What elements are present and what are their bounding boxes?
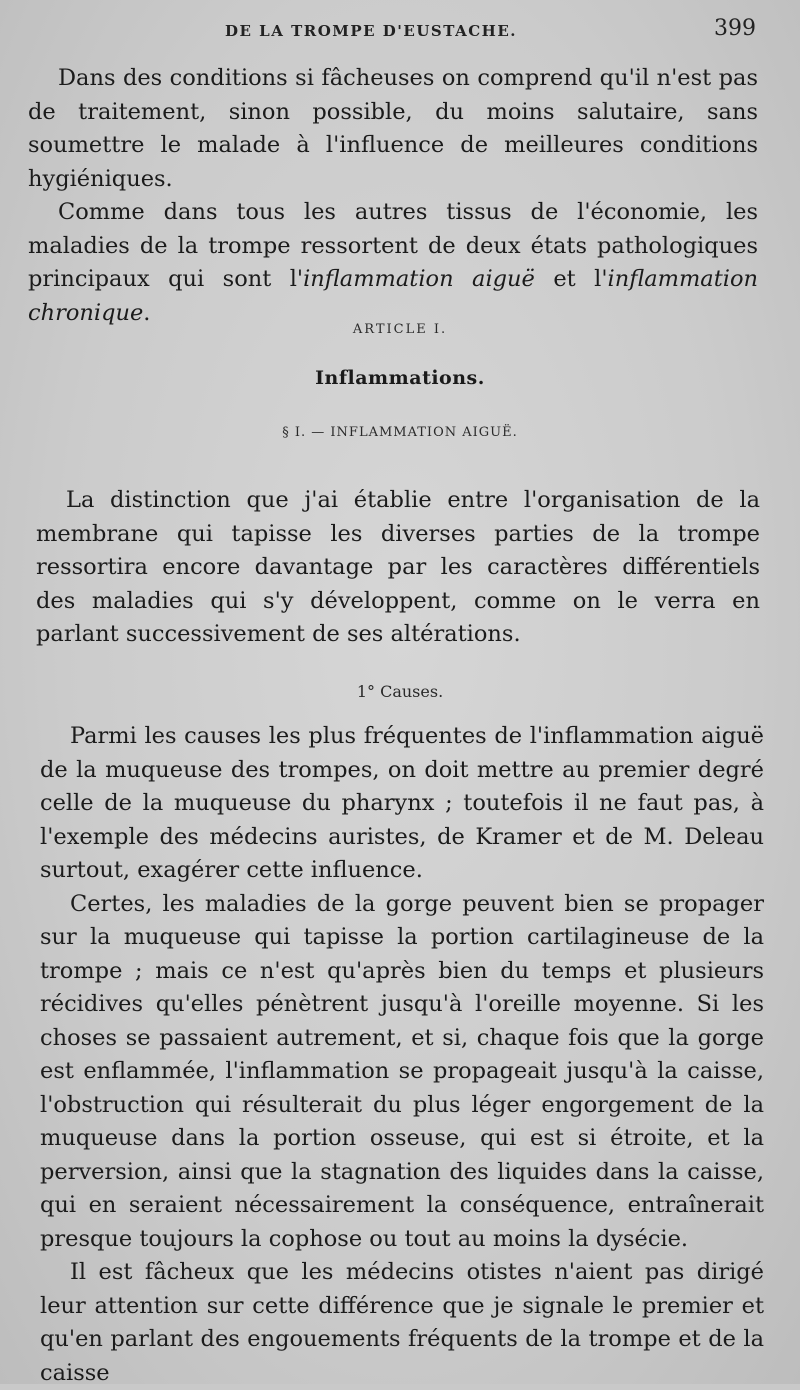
- intro-paragraph-1: Dans des conditions si fâcheuses on comprend qu'il n'est pas de traitement, sinon possible, du moins salutaire, sans soumettre le malade à l'influence de meilleures conditions hygiéniques.: [28, 65, 758, 192]
- intro-paragraph-2: [28, 196, 758, 330]
- intro-p2-term-acute: inflammation aiguë: [303, 266, 535, 292]
- section-text: [36, 484, 760, 652]
- intro-p2-mid: et l': [534, 266, 608, 292]
- intro-p2-end: .: [143, 299, 151, 326]
- causes-paragraph-3: Il est fâcheux que les médecins otistes n'aient pas dirigé leur attention sur cette différence que je signale le premier et qu'en parlant des engouements fréquents de la trompe et de la caisse: [40, 1259, 764, 1386]
- article-title: Inflammations.: [315, 367, 485, 389]
- article-label: ARTICLE I.: [352, 322, 448, 337]
- intro-p2-term-chronic: inflammation chronique: [28, 266, 758, 326]
- section-heading: § I. — INFLAMMATION AIGUË.: [282, 425, 518, 440]
- section-paragraph-1: La distinction que j'ai établie entre l'organisation de la membrane qui tapisse les diverses parties de la trompe ressortira encore davantage par les caractères différentiels des maladies qui s'y développent, comme on le verra en parlant successivement de ses altérations.: [36, 487, 760, 647]
- causes-paragraph-2: Certes, les maladies de la gorge peuvent bien se propager sur la muqueuse qui tapisse la portion cartilagineuse de la trompe ; mais ce n'est qu'après bien du temps et plusieurs récidives qu'elles pénètrent jusqu'à l'oreille moyenne. Si les choses se passaient autrement, et si, chaque fois que la gorge est enflammée, l'inflammation se propageait jusqu'à la caisse, l'obstruction qui résulterait du plus léger engorgement de la muqueuse dans la portion osseuse, qui est si étroite, et la perversion, ainsi que la stagnation des liquides dans la caisse, qui en seraient nécessairement la conséquence, entraînerait presque toujours la cophose ou tout au moins la dysécie.: [40, 890, 764, 1252]
- causes-paragraph-1: Parmi les causes les plus fréquentes de l'inflammation aiguë de la muqueuse des trompes, on doit mettre au premier degré celle de la muqueuse du pharynx ; toutefois il ne faut pas, à l'exemple des médecins auristes, de Kramer et de M. Deleau surtout, exagérer cette influence.: [40, 723, 764, 883]
- causes-text: [40, 720, 764, 1390]
- intro-p2-start: Comme dans tous les autres tissus de l'économie, les maladies de la trompe ressortent de deux états pathologiques principaux qui sont l': [28, 199, 758, 292]
- running-title: DE LA TROMPE D'EUSTACHE.: [225, 22, 517, 40]
- page-number: 399: [714, 16, 756, 41]
- causes-heading: 1° Causes.: [356, 682, 444, 701]
- intro-text: [28, 62, 758, 330]
- running-head: [0, 16, 800, 46]
